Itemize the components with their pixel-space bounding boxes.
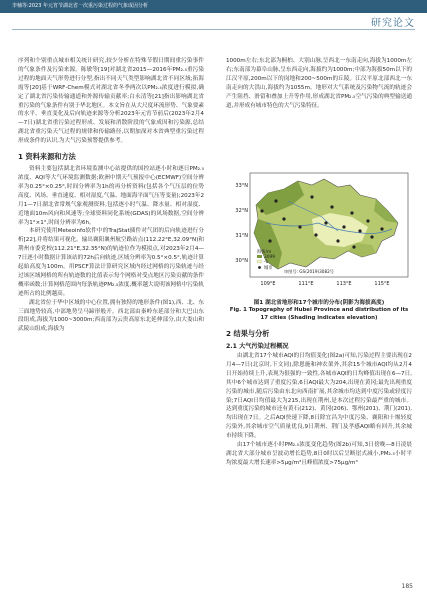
lon-label-109: 109°E: [260, 281, 276, 287]
paragraph: 湖北省位于华中区域的中心位置,拥有独特的地形条件(图1),西、北、东三面地势较高,中部地势呈马蹄形般开。西北部由秦岭东延部分和大巴山东段组成,海拔为1000~3000m;西南部为云贵高原东北延伸部分,由大娄山和武陵山组成,海拔为: [18, 299, 204, 333]
section-heading: 1 资料来源和方法: [18, 152, 76, 162]
right-column: [226, 57, 412, 110]
paragraph: 序列和个别重点城市相关统计研究,较少分析在特殊节假日期间重污染事件的气象条件及污染来源。陈敏等[19]对湖北省2015—2016年PM₂.₅重污染过程的地面天气形势进行分型,指出不同天气类型影响湖北省不同区域;拓海霞等[20]基于WRF-Chem模式对湖北省冬季两次以PM₂.₅浓度进行模拟,确定了湖北省污染传输通道和外源传输贡献率;白永清等[21]指出影响湖北省重污染的气象条件有别于华北地区。本文旨在从大尺度环流形势、气象要素的水平、垂直变化及后向轨迹来源等分析2023年元宵节前后(2023年2月4—7日)湖北省重污染过程形成、发展和消散阶段的气象成因和污染源,总结湖北省重污染天气过程的规律和传输路径,以期加深对本省典型重污染过程形成条件的认识,为大气污染预警提供参考。: [18, 58, 204, 145]
city-marker: [268, 239, 271, 242]
legend-title: 海拔/m: [257, 250, 272, 255]
right-column-lower: [226, 323, 412, 468]
city-marker: [336, 239, 339, 242]
legend-city-label: 城市: [264, 266, 273, 271]
city-marker: [260, 209, 263, 212]
column-type-label: 研究论文: [371, 18, 415, 29]
paragraph: 1000m左右;东北部为桐柏、大别山脉,呈西北一东南走向,海拔为1000m左右;东南部为幕阜山脉,呈东西走向,海拔约为1000m;中部为海拔50m以下的江汉平原,200m以下的岗地和200~500m的丘陵。江汉平原北部西北一东南走向的大洪山,海拔约为1055m。地形对大气系统及污染物气流的轨迹会产生阻挡、滑留和叠加上升等作用,形成湖北省PM₂.₅空气污染的典型输送通道,并形成有城市特色的大气污染特征。: [226, 58, 412, 109]
page-header: [0, 0, 427, 30]
city-marker: [330, 205, 333, 208]
city-marker: [282, 217, 285, 220]
left-column: [18, 57, 204, 334]
city-marker: [314, 233, 317, 236]
figure-caption-cn: 图1 湖北省地形和17个城市的分布(阴影为海拔高度): [253, 300, 385, 306]
paragraph: 由17个城市逐小时PM₂.₅浓度变化趋势(图2b)可知,3日傍晚—8日凌晨湖北省大部分城市呈波动增长趋势,8日0时以后呈断崖式减小,PM₂.₅小时平均浓度最大增长速率>5μg/m³且峰值浓度>75μg/m³: [226, 442, 412, 466]
legend-city-marker: [258, 266, 261, 269]
lat-label-30: 30°N: [235, 258, 248, 264]
legend-swatch-high: [257, 255, 262, 258]
running-title: 李楠等:2023 年元宵节湖北省一次重污染过程的气象成因分析: [12, 3, 149, 9]
city-marker: [310, 195, 313, 198]
city-marker: [366, 219, 369, 222]
city-marker: [342, 225, 345, 228]
page-number: 185: [401, 583, 413, 590]
section-heading: 2 结果与分析: [226, 329, 270, 338]
paragraph: 资料主要包括湖北省环境监测中心站提供的国控站逐小时和逐日PM₂.₅浓度、AQI等大气环境监测数据;欧洲中期天气预报中心(ECMWF)空间分辨率为0.25°×0.25°,时间分辨率为1h的再分析资料(包括各个气压层的位势高度、风场、垂直速度、相对湿度,气温、地面海平面气压等变量);2023年2月1—7日湖北省常规气象观测资料,包括逐小时气温、降水量、相对湿度、近地面10m风向和风速等;全球资料同化系统(GDAS)的风场数据,空间分辨率为1°×1°,时间分辨率为6h。: [18, 166, 204, 226]
subsection-heading: 2.1 大气污染过程概况: [226, 343, 289, 350]
city-marker: [350, 211, 353, 214]
city-marker: [352, 245, 355, 248]
city-marker: [380, 227, 383, 230]
city-marker: [370, 235, 373, 238]
city-marker: [298, 225, 301, 228]
legend-low-value: -1: [264, 260, 269, 265]
city-marker: [358, 229, 361, 232]
legend-high-value: 3099: [264, 255, 275, 260]
topography-map-svg: [226, 171, 412, 295]
paragraph: 本研究使用Meteoinfo软件中的TrajStat插件对气团的后向轨迹进行分析[22],并将结果可视化。输出襄阳襄州航空路站点(112.22°E,32.09°N)和荆州市委党校(112.21°E,32.35°N)的轨迹位作为模拟点,对2023年2月4—7日逐小时数据计算该站的72h后向轨迹,区域分辨率为0.5°×0.5°,轨迹计算起始高度为100m。用PSCF算法计算研究区域内经过网格的污染轨迹与经过该区域网格的所有轨迹数的比值表示每个网格对受点地区污染贡献的条件概率函数;计算网格范围内每条轨迹PM₂.₅浓度,概率越大说明该网格中污染轨迹所占的比例越高。: [18, 228, 204, 297]
legend-swatch-low: [257, 260, 262, 263]
city-marker: [324, 221, 327, 224]
city-marker: [274, 199, 277, 202]
header-bar: [0, 0, 427, 13]
paragraph: 由湖北省17个城市AQI的日均值变化(图2a)可知,污染过程主要出现在2月4—7日(北京时,下文同),除恩施和神农架外,其余15个城市AQI均从2月4日开始持续上升,表现为很强的一致性,各城市AQI的日均峰值出现在6—7日,其中6个城市达到了重度污染,6日AQI最大为204,出现在黄冈;最先出现重度污染的城市,随后污染由东北向西南扩展,其余城市均达到中度污染或轻度污染;7日AQI日均值最大为215,出现在荆州,是本次过程污染最严重的城市。达到重度污染的城市还有黄石(212)、黄冈(206)、鄂州(201)、荆门(201),均出现在7日。之后AQI快速下降,8日除宜昌为中度污染、襄阳和十堰轻度污染外,其余城市空气质量优良,9日荆州、荆门及孝感AQI略有回升,其余城市持续下降。: [226, 353, 412, 440]
header-divider: [12, 29, 415, 30]
lat-label-33: 33°N: [235, 183, 248, 189]
lat-label-31: 31°N: [235, 233, 248, 239]
lon-label-111: 111°E: [298, 281, 314, 287]
lon-label-115: 115°E: [374, 281, 390, 287]
figure-topography-map: [226, 171, 412, 295]
map-approval-note: 审图号: GS(2019)3082号: [284, 269, 334, 274]
figure-caption-en: Fig. 1 Topography of Hubei Province and distribution of its 17 cities (Shading indicates elevation): [229, 307, 409, 321]
lat-label-32: 32°N: [235, 208, 248, 214]
lon-label-113: 113°E: [336, 281, 352, 287]
